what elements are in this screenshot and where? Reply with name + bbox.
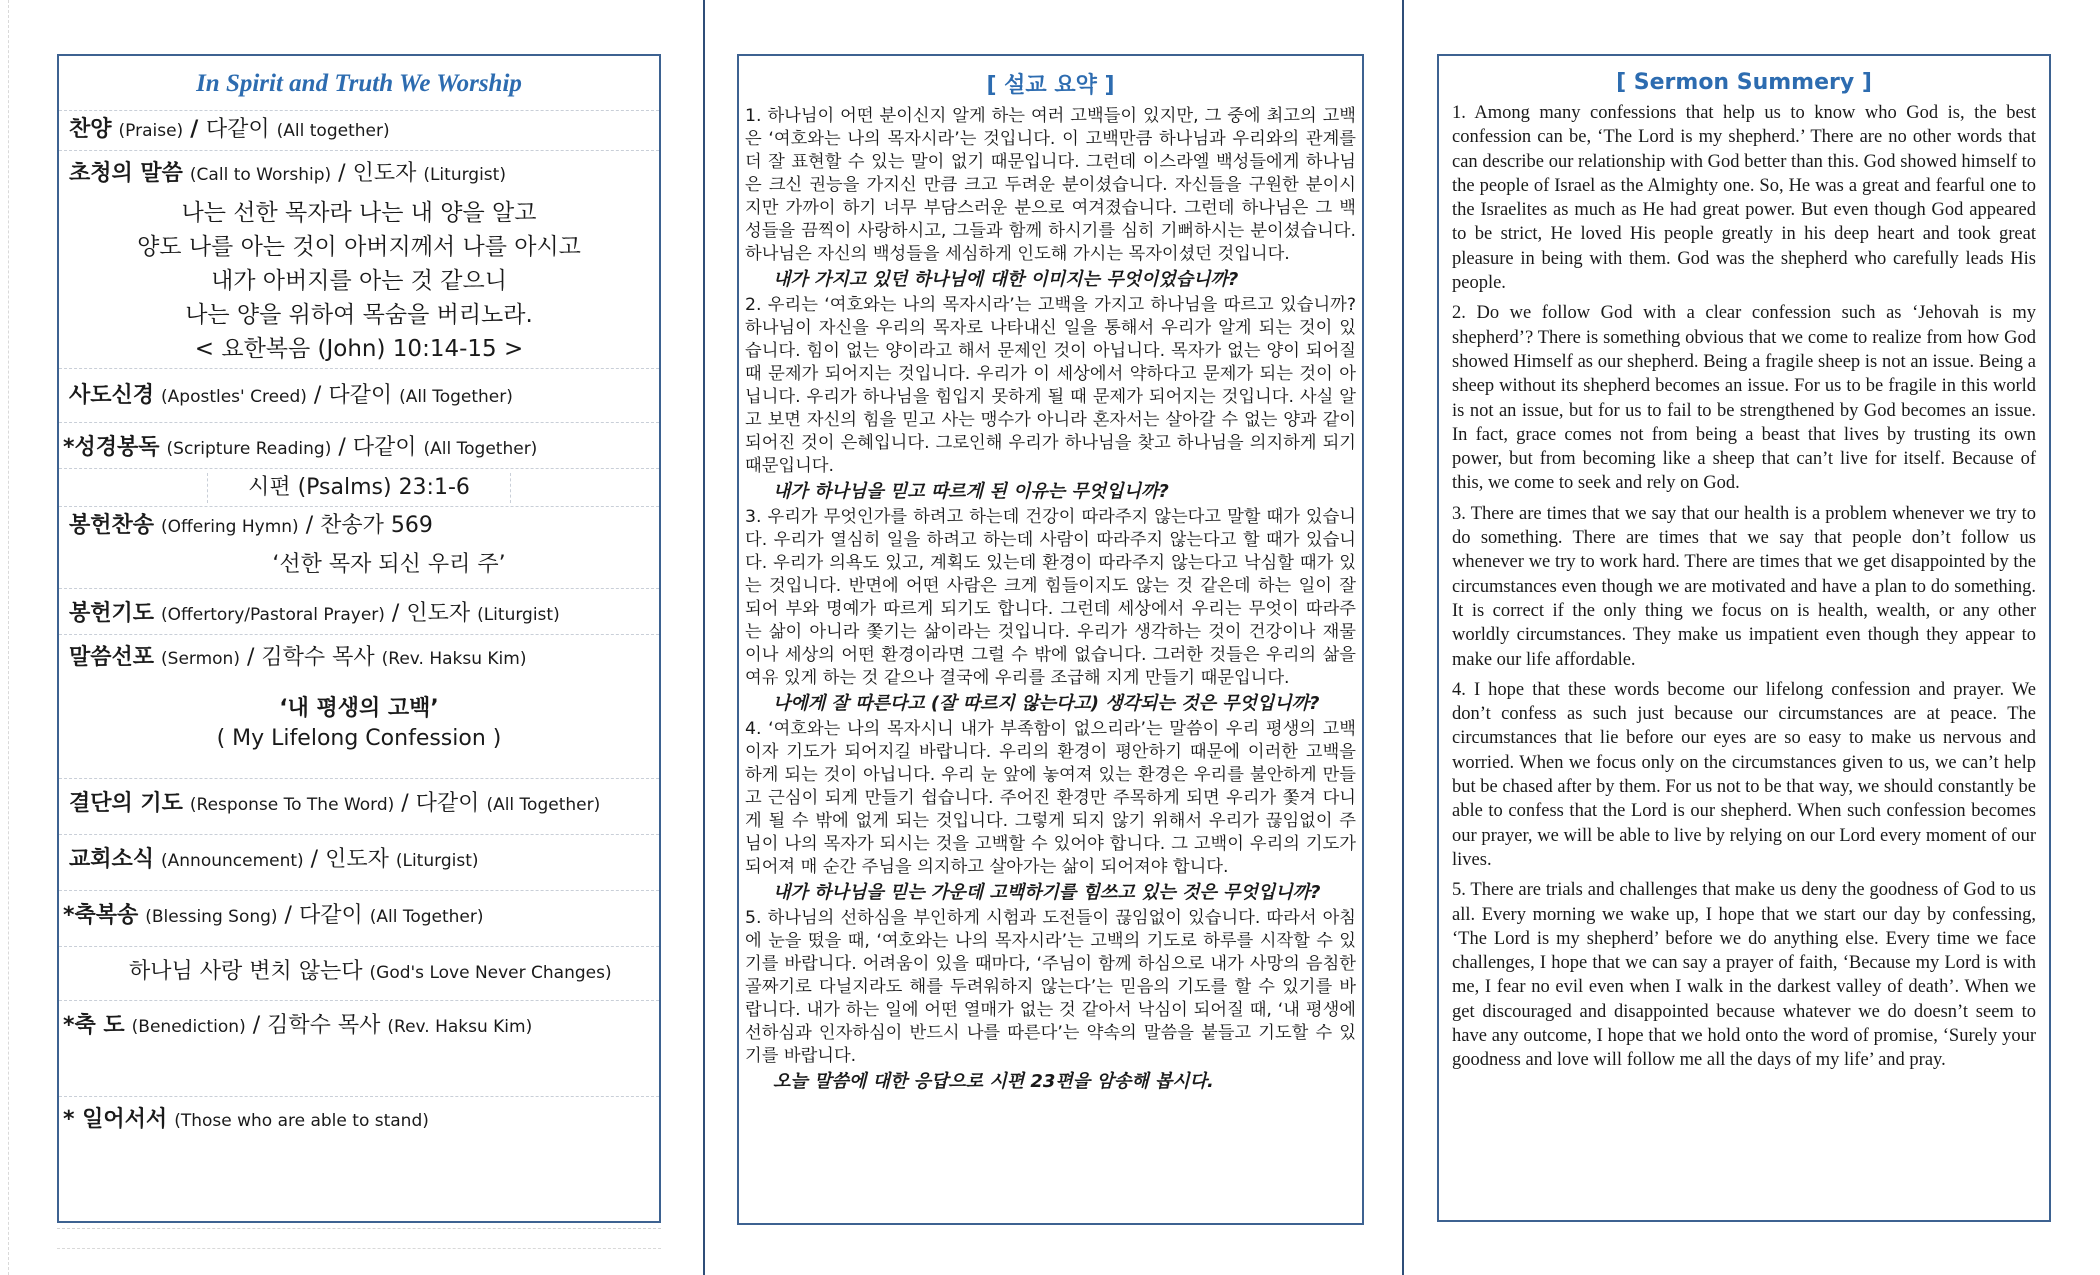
scripture-reference-row xyxy=(59,468,659,506)
call-to-worship-row: 초청의 말씀 (Call to Worship) / 인도자 (Liturgist) 나는 선한 목자라 나는 내 양을 알고 양도 나를 아는 것이 아버지께서 나를 아시고 내가 아버지를 아는 것 같으니 나는 양을 위하여 목숨을 버리노라. < 요한복음 (John) 10:14-15 > xyxy=(59,150,659,368)
response-prayer-row: 결단의 기도 (Response To The Word) / 다같이 (All Together) xyxy=(59,778,659,834)
ko-question-1: 내가 가지고 있던 하나님에 대한 이미지는 무엇이었습니까? xyxy=(773,269,1239,290)
korean-summary-title: [ 설교 요약 ] xyxy=(986,73,1115,98)
en-paragraph-3: 3. There are times that we say that our health is a problem whenever we try to do something. There are times that we say that people don’t follow us whenever we try to work hard. There are times that we get disappointed by the circumstances even though we are motivated and have a plan to do something. It is correct if the only thing we focus on is health, wealth, or any other worldly circumstances. They make us impatient even though they appear to make our life affordable. xyxy=(1452,503,2036,670)
column-separator-1 xyxy=(703,0,705,1275)
ko-question-3: 나에게 잘 따른다고 (잘 따르지 않는다고) 생각되는 것은 무엇입니까? xyxy=(773,693,1320,714)
ko-paragraph-2: 2. 우리는 ‘여호와는 나의 목자시라’는 고백을 가지고 하나님을 따르고 있습니까? 하나님이 자신을 우리의 목자로 나타내신 일을 통해서 우리가 알게 되는 것이 있습니다. 힘이 없는 양이라고 해서 문제인 것이 아닙니다. 목자가 없는 양이 되어질 때 문제가 되어지는 것입니다. 우리가 이 세상에서 약하다고 문제가 되는 것이 아닙니다. 우리가 하나님을 힘입지 못하게 될 때 문제가 되어지는 것입니다. 사실 알고 보면 자신의 힘을 믿고 사는 맹수가 아니라 혼자서는 살아갈 수 없는 양과 같이 되어진 것이 은혜입니다. 그로인해 우리가 하나님을 찾고 하나님을 의지하게 되기 때문입니다. xyxy=(745,295,1356,476)
ko-paragraph-3: 3. 우리가 무엇인가를 하려고 하는데 건강이 따라주지 않는다고 말할 때가 있습니다. 우리가 열심히 일을 하려고 하는데 사람이 따라주지 않는다고 할 때가 있습니다. 우리가 의욕도 있고, 계획도 있는데 환경이 따라주지 않는다고 낙심할 때가 있는 것입니다. 반면에 어떤 사람은 크게 힘들이지도 않는 것 같은데 하는 일이 잘 되어 부와 명예가 따르게 되기도 합니다. 그런데 세상에서 우리는 무엇이 따라주는 삶이 아니라 쫓기는 삶이라는 것입니다. 우리가 생각하는 것이 건강이나 재물이나 세상의 어떤 환경이라면 그럴 수 밖에 없습니다. 그러한 것들은 우리의 삶을 여유 있게 하는 것 같으나 결국에 우리를 조급해 지게 만들기 때문입니다. xyxy=(745,507,1356,688)
sermon-title-ko: ‘내 평생의 고백’ xyxy=(279,696,439,721)
column-separator-2 xyxy=(1402,0,1404,1275)
call-to-worship-text: 나는 선한 목자라 나는 내 양을 알고 양도 나를 아는 것이 아버지께서 나를 아시고 내가 아버지를 아는 것 같으니 나는 양을 위하여 목숨을 버리노라. < 요한복음 (John) 10:14-15 > xyxy=(137,200,581,362)
announcement-row: 교회소식 (Announcement) / 인도자 (Liturgist) xyxy=(59,834,659,890)
ko-paragraph-1: 1. 하나님이 어떤 분이신지 알게 하는 여러 고백들이 있지만, 그 중에 최고의 고백은 ‘여호와는 나의 목자시라’는 것입니다. 이 고백만큼 하나님과 우리와의 관계를 더 잘 표현할 수 있는 말이 없기 때문입니다. 그런데 이스라엘 백성들에게 하나님은 크신 권능을 가지신 만큼 크고 두려운 분이셨습니다. 자신들을 구원한 분이시지만 가까이 하기 너무 부담스러운 분으로 여겨졌습니다. 그런데 하나님은 그 백성들을 끔찍이 사랑하시고, 그들과 함께 하시기를 심히 기뻐하시는 분이셨습니다. 하나님은 자신의 백성들을 세심하게 인도해 가시는 목자이셨던 것입니다. xyxy=(745,106,1356,264)
blessing-song-title-row: 하나님 사랑 변치 않는다 (God's Love Never Changes) xyxy=(59,946,659,1000)
sermon-row: 말씀선포 (Sermon) / 김학수 목사 (Rev. Haksu Kim) ‘내 평생의 고백’ ( My Lifelong Confession ) xyxy=(59,634,659,778)
offertory-prayer-row: 봉헌기도 (Offertory/Pastoral Prayer) / 인도자 (Liturgist) xyxy=(59,588,659,634)
ko-question-5: 오늘 말씀에 대한 응답으로 시편 23편을 암송해 봅시다. xyxy=(773,1071,1214,1092)
ko-question-4: 내가 하나님을 믿는 가운데 고백하기를 힘쓰고 있는 것은 무엇입니까? xyxy=(773,882,1321,903)
en-paragraph-5: 5. There are trials and challenges that make us deny the goodness of God to us all. Every morning we wake up, I hope that we start our day by confessing, ‘The Lord is my shepherd’ before we do anything else. Every time we face challenges, I hope that we can say a prayer of faith, ‘Because my Lord is with me, I fear no evil even when I walk in the darkest valley of death’. When we get discouraged and disappointed because whatever we do doesn’t seem to have any outcome, I hope that we hold onto the word of promise, ‘Surely your goodness and love will follow me all the days of my life’ and pray. xyxy=(1452,880,2036,1071)
offering-hymn-row: 봉헌찬송 (Offering Hymn) / 찬송가 569 ‘선한 목자 되신 우리 주’ xyxy=(59,506,659,588)
en-paragraph-4: 4. I hope that these words become our lifelong confession and prayer. We don’t confess as such just because our circumstances are at peace. The circumstances that lie before our eyes are so easy to make us nervous and worried. When we focus only on the circumstances given to us, we can’t help but be chased after by them. For us not to be that way, we should constantly be able to confess that the Lord is our shepherd. When such confession becomes our prayer, we will be able to live by relying on our Lord every moment of our lives. xyxy=(1452,679,2036,870)
english-summary-title: [ Sermon Summery ] xyxy=(1616,70,1872,95)
en-paragraph-2: 2. Do we follow God with a clear confession such as ‘Jehovah is my shepherd’? There is something obvious that we come to realize from how God showed Himself as our shepherd. Being a fragile sheep is not an issue. Being a sheep without its shepherd becomes an issue. For us to be fragile in this world is not an issue, but for us to fail to be strengthened by God becomes an issue. In fact, grace comes not from being a beast that lives by trusting its own power, but from becoming like a sheep that can’t live for itself. Because of this, we come to seek and rely on God. xyxy=(1452,303,2036,494)
panel-bottom-dash-2 xyxy=(57,1248,661,1249)
ko-question-2: 내가 하나님을 믿고 따르게 된 이유는 무엇입니까? xyxy=(773,481,1169,502)
ko-paragraph-4: 4. ‘여호와는 나의 목자시니 내가 부족함이 없으리라’는 말씀이 우리 평생의 고백이자 기도가 되어지길 바랍니다. 우리의 환경이 평안하기 때문에 이러한 고백을 하게 되는 것이 아닙니다. 우리 눈 앞에 놓여져 있는 환경은 우리를 불안하게 만들고 근심이 되게 만들기 쉽습니다. 주어진 환경만 주목하게 되면 우리가 쫓겨 다니게 될 수 밖에 없게 되는 것입니다. 그렇게 되지 않기 위해서 우리가 끊임없이 주님이 나의 목자가 되시는 것을 고백할 수 있어야 합니다. 그 고백이 우리의 기도가 되어져 매 순간 주님을 의지하고 살아가는 삶이 되어져야 합니다. xyxy=(745,719,1356,877)
ko-paragraph-5: 5. 하나님의 선하심을 부인하게 시험과 도전들이 끊임없이 있습니다. 따라서 아침에 눈을 떴을 때, ‘여호와는 나의 목자시라’는 고백의 기도로 하루를 시작할 수 있기를 바랍니다. 어려움이 있을 때마다, ‘주님이 함께 하심으로 내가 사망의 음침한 골짜기로 다닐지라도 해를 두려워하지 않는다’는 믿음의 기도를 할 수 있기를 바랍니다. 내가 하는 일에 어떤 열매가 없는 것 같아서 낙심이 되어질 때, ‘내 평생에 선하심과 인자하심이 반드시 나를 따른다’는 약속의 말씀을 붙들고 기도할 수 있기를 바랍니다. xyxy=(745,908,1356,1066)
blessing-song-row: *축복송 (Blessing Song) / 다같이 (All Together) xyxy=(59,890,659,946)
worship-title: In Spirit and Truth We Worship xyxy=(196,70,522,97)
hymn-title: ‘선한 목자 되신 우리 주’ xyxy=(272,552,506,577)
creed-row: 사도신경 (Apostles' Creed) / 다같이 (All Together) xyxy=(59,368,659,422)
scripture-reading-row: *성경봉독 (Scripture Reading) / 다같이 (All Together) xyxy=(59,422,659,468)
panel-bottom-dash xyxy=(57,1228,661,1229)
sermon-title-en: ( My Lifelong Confession ) xyxy=(216,726,502,751)
order-of-worship-panel xyxy=(57,54,661,1223)
en-paragraph-1: 1. Among many confessions that help us to know who God is, the best confession can be, ‘The Lord is my shepherd.’ There are no other words that can describe our relationship with God better than this. God showed himself to the people of Israel as the Almighty one. So, He was a great and fearful one to the Israelites as much as He had great power. But even though God appeared to be strict, He loved His people greatly in his deep heart and took great pleasure in being with them. God was the shepherd who carefully leads His people. xyxy=(1452,103,2036,294)
korean-summary-panel xyxy=(737,54,1364,1225)
left-dashed-guide xyxy=(8,0,9,1275)
stand-note-row: * 일어서서 (Those who are able to stand) xyxy=(59,1096,659,1152)
scripture-reference: 시편 (Psalms) 23:1-6 xyxy=(207,473,511,503)
praise-row: 찬양 (Praise) / 다같이 (All together) xyxy=(59,110,659,150)
benediction-row: *축 도 (Benediction) / 김학수 목사 (Rev. Haksu Kim) xyxy=(59,1000,659,1096)
english-summary-panel xyxy=(1437,54,2051,1222)
